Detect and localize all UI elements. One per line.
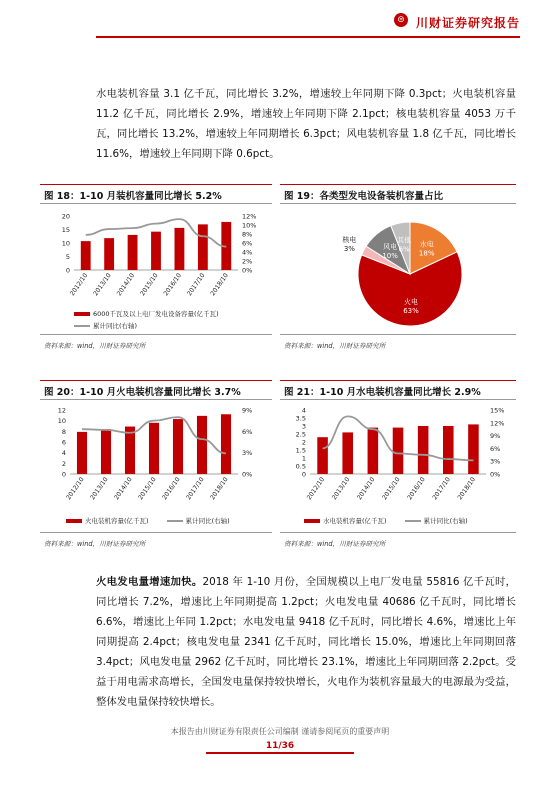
fig18-legend-line — [74, 321, 137, 330]
bar — [342, 432, 353, 474]
fig20-chart — [40, 402, 272, 510]
y-tick-label: 8 — [61, 427, 66, 436]
bar — [198, 224, 208, 270]
y-tick-label: 12 — [57, 406, 66, 415]
y-tick-label: 1 — [301, 454, 306, 463]
fig21-legend-line-label: 累计同比(右轴) — [423, 517, 468, 525]
y2-tick-label: 8% — [242, 230, 253, 239]
bar — [128, 235, 138, 270]
page-number: 11/36 — [265, 741, 295, 751]
y-tick-label: 2 — [61, 459, 66, 468]
bar — [175, 228, 185, 270]
bar — [77, 432, 87, 474]
pie-value-label: 10% — [382, 251, 398, 260]
y2-tick-label: 3% — [490, 457, 501, 466]
x-tick-label: 2014/10 — [356, 476, 377, 502]
fig20-legend-bar-label: 火电装机容量(亿千瓦) — [85, 517, 149, 525]
y-tick-label: 10 — [57, 417, 66, 426]
x-tick-label: 2014/10 — [113, 476, 134, 502]
y2-tick-label: 9% — [242, 406, 253, 415]
bar — [151, 232, 161, 270]
y2-tick-label: 6% — [242, 427, 253, 436]
fig18-legend-bar-label: 6000千瓦及以上电厂发电设备容量(亿千瓦) — [93, 310, 219, 318]
y2-tick-label: 12% — [242, 212, 257, 221]
y-tick-label: 1.5 — [295, 446, 306, 455]
x-tick-label: 2017/10 — [185, 476, 206, 502]
x-tick-label: 2015/10 — [381, 476, 402, 502]
fig19-chart — [280, 206, 516, 332]
paragraph-generation-lead: 火电发电量增速加快。 — [96, 576, 203, 588]
x-tick-label: 2012/10 — [65, 476, 86, 502]
pie-value-label: 3% — [343, 245, 355, 254]
pie-label: 其他 — [397, 236, 412, 245]
y2-tick-label: 6% — [242, 239, 253, 248]
fig19-title-rule — [280, 203, 516, 204]
y-tick-label: 2 — [301, 438, 306, 447]
bar — [317, 437, 328, 474]
y-tick-label: 0 — [61, 470, 66, 479]
paragraph-generation — [96, 572, 516, 712]
y-tick-label: 0 — [301, 470, 306, 479]
fig18-legend-line-label: 累计同比(右轴) — [93, 322, 138, 330]
fig20-bottom-rule — [40, 532, 272, 533]
x-tick-label: 2018/10 — [209, 476, 230, 502]
x-tick-label: 2016/10 — [162, 272, 184, 298]
y-tick-label: 20 — [61, 212, 70, 221]
fig21-top-rule — [280, 380, 516, 381]
x-tick-label: 2014/10 — [115, 272, 137, 298]
fig20-legend — [66, 516, 230, 525]
fig20-title: 图 20：1-10 月火电装机容量同比增长 3.7% — [44, 387, 241, 398]
footer-divider — [206, 752, 354, 754]
y2-tick-label: 15% — [490, 406, 505, 415]
bar — [173, 419, 183, 474]
y2-tick-label: 0% — [490, 470, 501, 479]
y-tick-label: 15 — [61, 226, 70, 234]
pie-value-label: 6% — [398, 245, 410, 254]
bar — [368, 428, 379, 474]
x-tick-label: 2013/10 — [92, 272, 113, 298]
x-tick-label: 2016/10 — [161, 476, 182, 502]
x-tick-label: 2012/10 — [68, 272, 90, 298]
bar — [221, 414, 231, 474]
legend-bar-swatch — [66, 519, 82, 523]
y-tick-label: 2.5 — [295, 430, 306, 439]
fig18-source: 资料来源：wind，川财证券研究所 — [44, 342, 146, 350]
bar — [443, 426, 454, 474]
fig20-title-rule — [40, 399, 272, 400]
fig19-source: 资料来源：wind，川财证券研究所 — [284, 342, 386, 350]
y2-tick-label: 4% — [242, 248, 253, 257]
paragraph-capacity: 水电装机容量 3.1 亿千瓦，同比增长 3.2%，增速较上年同期下降 0.3pct；火电装机容量 11.2 亿千瓦，同比增长 2.9%，增速较上年同期下降 2.1pct；核电装机容量 4053 万千瓦，同比增长 13.2%，增速较上年同期增长 6.3pct；风电装机容量 1.8 亿千瓦，同比增长 11.6%，增速较上年同期下降 0.6pct。 — [96, 88, 516, 160]
fig18-bottom-rule — [40, 334, 272, 335]
fig18-top-rule — [40, 184, 272, 185]
legend-line-swatch — [405, 520, 421, 522]
y2-tick-label: 0% — [242, 266, 253, 275]
legend-line-swatch — [74, 325, 90, 327]
y2-tick-label: 3% — [242, 449, 253, 458]
bar — [393, 428, 404, 474]
x-tick-label: 2015/10 — [137, 476, 158, 502]
chuancai-logo-icon: ⊜ — [394, 13, 408, 27]
legend-bar-swatch — [304, 519, 320, 523]
y2-tick-label: 6% — [490, 444, 501, 453]
y-tick-label: 6 — [61, 438, 66, 447]
x-tick-label: 2016/10 — [406, 476, 427, 502]
y2-tick-label: 2% — [242, 257, 253, 266]
legend-bar-swatch — [74, 312, 90, 316]
x-tick-label: 2013/10 — [89, 476, 110, 502]
y-tick-label: 4 — [61, 449, 66, 458]
fig21-title: 图 21：1-10 月水电装机容量同比增长 2.9% — [284, 387, 481, 398]
x-tick-label: 2018/10 — [456, 476, 478, 502]
bar — [101, 429, 111, 474]
bar — [104, 238, 114, 270]
fig21-legend — [304, 516, 468, 525]
y2-tick-label: 12% — [490, 419, 505, 428]
fig21-bottom-rule — [280, 532, 516, 533]
footer-disclaimer: 本报告由川财证券有限责任公司编制 谨请参阅尾页的重要声明 — [170, 727, 390, 736]
bar — [149, 423, 159, 474]
pie-label: 火电 — [403, 298, 418, 307]
fig19-top-rule — [280, 184, 516, 185]
x-tick-label: 2015/10 — [139, 272, 160, 298]
y-tick-label: 3.5 — [295, 414, 306, 423]
fig18-legend-bar — [74, 309, 219, 318]
x-tick-label: 2013/10 — [330, 476, 352, 502]
legend-line-swatch — [167, 520, 183, 522]
fig18-title-rule — [40, 203, 272, 204]
y-tick-label: 0 — [65, 266, 70, 275]
y-tick-label: 0.5 — [295, 462, 306, 471]
pie-label: 水电 — [419, 240, 434, 249]
x-tick-label: 2018/10 — [209, 272, 230, 298]
y-tick-label: 3 — [301, 422, 306, 431]
y2-tick-label: 10% — [242, 221, 257, 230]
fig20-source: 资料来源：wind，川财证券研究所 — [44, 540, 146, 548]
fig21-source: 资料来源：wind，川财证券研究所 — [284, 540, 386, 548]
bar — [197, 416, 207, 474]
y-tick-label: 10 — [61, 239, 70, 248]
header-divider — [96, 36, 520, 38]
y2-tick-label: 0% — [242, 470, 253, 479]
x-tick-label: 2017/10 — [186, 272, 207, 298]
bar — [418, 426, 429, 474]
report-header-title: 川财证券研究报告 — [415, 16, 520, 30]
fig21-title-rule — [280, 399, 516, 400]
fig20-top-rule — [40, 380, 272, 381]
y2-tick-label: 9% — [490, 432, 501, 441]
paragraph-generation-body: 2018 年 1-10 月份，全国规模以上电厂发电量 55816 亿千瓦时，同比增长 7.2%，增速比上年同期提高 1.2pct；火电发电量 40686 亿千瓦时，同比增长 6.6%，增速比上年同 1.2pct；水电发电量 9418 亿千瓦时，同比增长 4.6%，增速比上年同期提高 2.4pct；核电发电量 2341 亿千瓦时，同比增长 15.0%，增速比上年同期回落 3.4pct；风电发电量 2962 亿千瓦时，同比增长 23.1%，增速比上年同期回落 2.2pct。受益于用电需求高增长，全国发电量保持较快增长，火电作为装机容量最大的电源最为受益，整体发电量保持较快增长。 — [96, 576, 517, 708]
fig21-chart — [280, 402, 516, 510]
fig19-title: 图 19：各类型发电设备装机容量占比 — [284, 191, 444, 202]
pie-value-label: 63% — [403, 307, 419, 316]
fig18-chart — [40, 206, 272, 306]
pie-label: 风电 — [383, 242, 398, 251]
x-tick-label: 2017/10 — [431, 476, 452, 502]
bar — [468, 424, 479, 474]
fig21-legend-bar-label: 水电装机容量(亿千瓦) — [323, 517, 387, 525]
y-tick-label: 4 — [301, 406, 306, 415]
pie-value-label: 18% — [418, 249, 435, 258]
x-tick-label: 2012/10 — [305, 476, 327, 502]
fig18-title: 图 18：1-10 月装机容量同比增长 5.2% — [44, 191, 222, 202]
fig20-legend-line-label: 累计同比(右轴) — [185, 517, 230, 525]
bar — [81, 241, 91, 270]
fig19-bottom-rule — [280, 334, 516, 335]
y-tick-label: 5 — [65, 253, 70, 261]
pie-label: 核电 — [342, 236, 357, 245]
